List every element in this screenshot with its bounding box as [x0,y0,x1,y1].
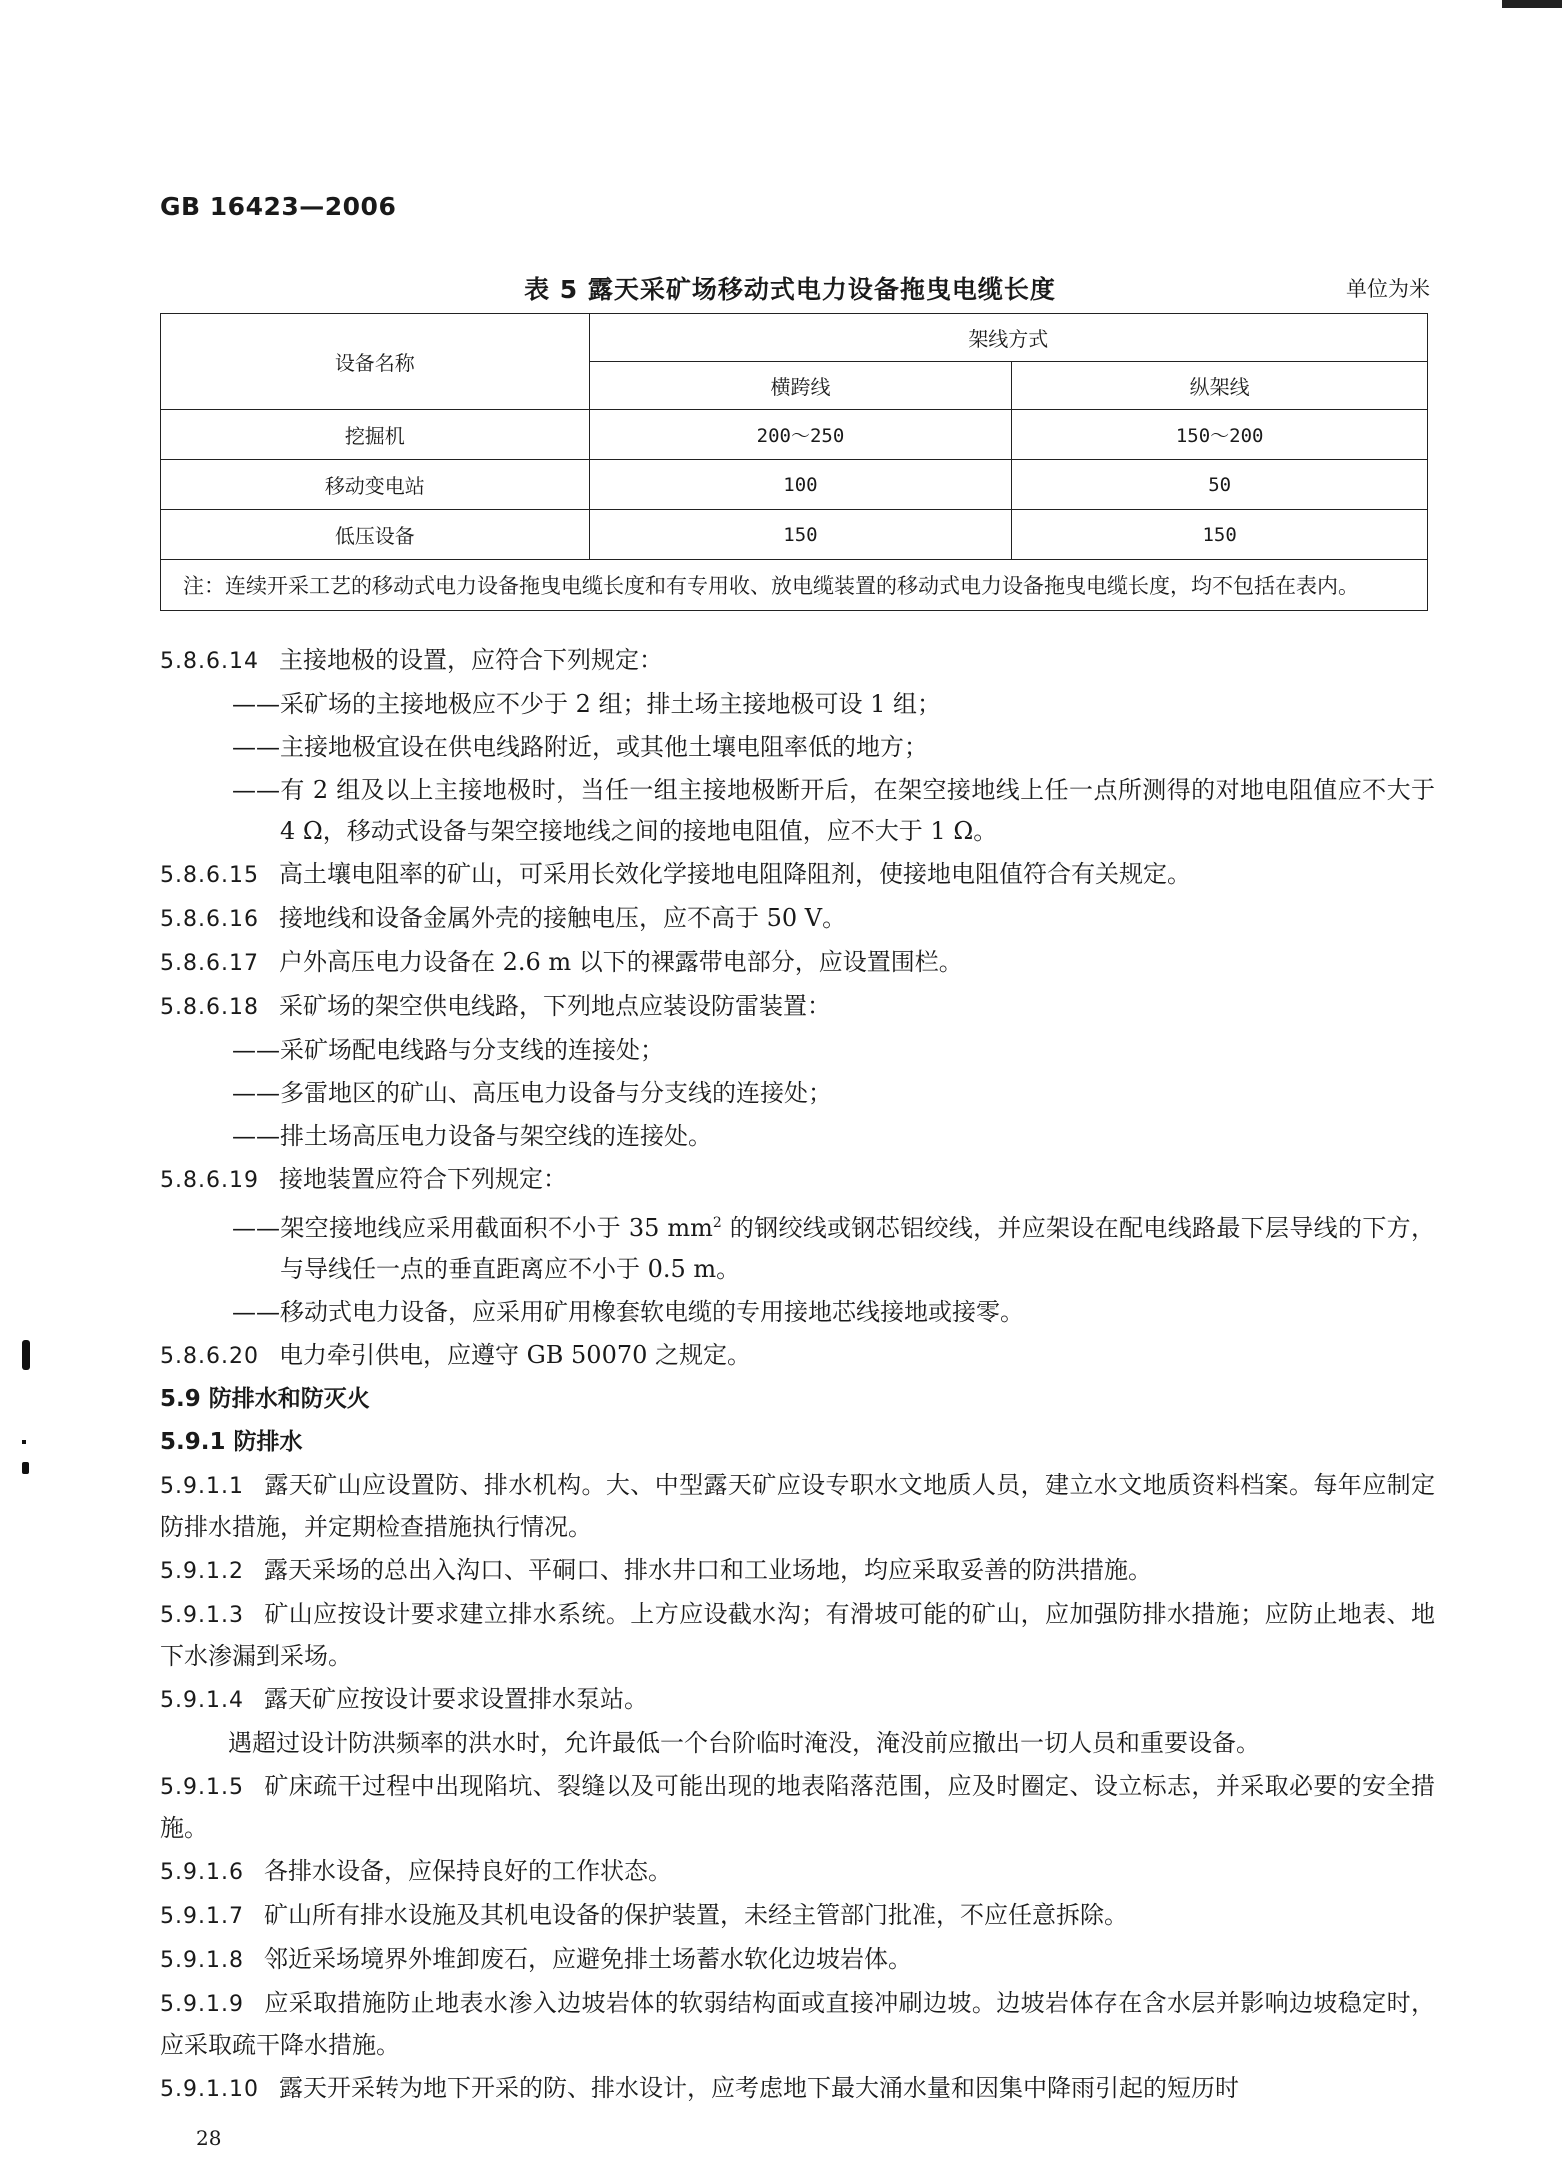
clause-number: 5.8.6.16 [160,907,259,932]
table-caption: 表 5 露天采矿场移动式电力设备拖曳电缆长度 [524,275,1056,304]
clause-text: 露天采场的总出入沟口、平硐口、排水井口和工业场地，均应采取妥善的防洪措施。 [263,1556,1152,1584]
cell-equipment: 挖掘机 [161,410,590,460]
clause-5-9-1-2 [160,1550,1435,1592]
page-number: 28 [196,2126,222,2150]
clause-5-8-6-16 [160,898,1435,940]
clause-number: 5.8.6.17 [160,951,259,976]
header-equipment-name: 设备名称 [161,314,590,410]
clause-text: 露天矿应按设计要求设置排水泵站。 [263,1685,648,1713]
list-item: ——排土场高压电力设备与架空线的连接处。 [232,1122,712,1150]
table-row [161,510,1428,560]
clause-text: 户外高压电力设备在 2.6 m 以下的裸露带电部分，应设置围栏。 [278,948,963,976]
clause-number: 5.9.1.3 [160,1603,244,1628]
clause-text: 接地装置应符合下列规定： [278,1165,567,1193]
clause-5-8-6-19 [160,1159,1435,1201]
clause-5-9-1-3 [160,1594,1435,1677]
clause-text: 露天矿山应设置防、排水机构。大、中型露天矿应设专职水文地质人员，建立水文地质资料档案。每年应制定防排水措施，并定期检查措施执行情况。 [160,1471,1435,1541]
clause-5-9-1-1 [160,1465,1435,1548]
section-heading-5-9: 5.9 防排水和防灭火 [160,1386,370,1412]
list-item: ——移动式电力设备，应采用矿用橡套软电缆的专用接地芯线接地或接零。 [232,1298,1024,1326]
clause-text: 矿床疏干过程中出现陷坑、裂缝以及可能出现的地表陷落范围，应及时圈定、设立标志，并采取必要的安全措施。 [160,1772,1435,1842]
table-unit: 单位为米 [1346,277,1430,301]
list-item: ——采矿场的主接地极应不少于 2 组；排土场主接地极可设 1 组； [232,690,942,718]
clause-number: 5.9.1.1 [160,1474,244,1499]
cable-length-table [160,313,1428,611]
paragraph: 遇超过设计防洪频率的洪水时，允许最低一个台阶临时淹没，淹没前应撤出一切人员和重要设备。 [228,1729,1260,1757]
clause-number: 5.9.1.9 [160,1992,244,2017]
cell-cross-value: 100 [589,460,1012,510]
cell-longitudinal-value: 150 [1012,510,1428,560]
list-item-text: ——架空接地线应采用截面积不小于 35 mm [232,1214,713,1242]
clause-number: 5.9.1.2 [160,1559,244,1584]
clause-text: 邻近采场境界外堆卸废石，应避免排土场蓄水软化边坡岩体。 [263,1945,912,1973]
list-item: ——主接地极宜设在供电线路附近，或其他土壤电阻率低的地方； [232,733,928,761]
clause-5-8-6-17 [160,942,1435,984]
table-note: 注：连续开采工艺的移动式电力设备拖曳电缆长度和有专用收、放电缆装置的移动式电力设备拖曳电缆长度，均不包括在表内。 [161,560,1428,611]
scan-margin-mark [22,1440,26,1444]
clause-5-8-6-20 [160,1335,1435,1377]
header-longitudinal-line: 纵架线 [1012,362,1428,410]
clause-number: 5.9.1.6 [160,1860,244,1885]
clause-text: 各排水设备，应保持良好的工作状态。 [263,1857,672,1885]
document-body [160,640,1435,2112]
cell-longitudinal-value: 50 [1012,460,1428,510]
clause-5-9-1-6 [160,1851,1435,1893]
scan-margin-mark [22,1462,29,1474]
clause-number: 5.8.6.15 [160,863,259,888]
clause-text: 接地线和设备金属外壳的接触电压，应不高于 50 V。 [278,904,847,932]
clause-number: 5.8.6.18 [160,995,259,1020]
superscript: 2 [712,1215,722,1231]
clause-5-9-1-9 [160,1983,1435,2066]
clause-text: 主接地极的设置，应符合下列规定： [278,646,663,674]
list-item: ——多雷地区的矿山、高压电力设备与分支线的连接处； [232,1079,832,1107]
clause-number: 5.9.1.4 [160,1688,244,1713]
header-cross-line: 横跨线 [589,362,1012,410]
list-item: ——采矿场配电线路与分支线的连接处； [232,1036,664,1064]
clause-text: 矿山所有排水设施及其机电设备的保护装置，未经主管部门批准，不应任意拆除。 [263,1901,1128,1929]
clause-text: 露天开采转为地下开采的防、排水设计，应考虑地下最大涌水量和因集中降雨引起的短历时 [278,2074,1239,2102]
clause-number: 5.8.6.20 [160,1344,259,1369]
clause-5-9-1-7 [160,1895,1435,1937]
clause-text: 矿山应按设计要求建立排水系统。上方应设截水沟；有滑坡可能的矿山，应加强防排水措施；应防止地表、地下水渗漏到采场。 [160,1600,1435,1670]
clause-5-9-1-5 [160,1766,1435,1849]
clause-text: 高土壤电阻率的矿山，可采用长效化学接地电阻降阻剂，使接地电阻值符合有关规定。 [278,860,1191,888]
clause-number: 5.9.1.10 [160,2077,259,2102]
clause-5-9-1-4 [160,1679,1435,1721]
cell-equipment: 低压设备 [161,510,590,560]
table-row [161,410,1428,460]
clause-number: 5.8.6.19 [160,1168,259,1193]
scan-margin-mark [22,1340,30,1370]
clause-number: 5.9.1.7 [160,1904,244,1929]
standard-code: GB 16423—2006 [160,192,397,221]
clause-5-9-1-10 [160,2068,1435,2110]
list-item-text: 的钢绞线或钢芯铝绞线，并应架设在配电线路最下层导线的下方，与导线任一点的垂直距离应不小于 0.5 m。 [280,1214,1435,1283]
cell-longitudinal-value: 150～200 [1012,410,1428,460]
clause-text: 应采取措施防止地表水渗入边坡岩体的软弱结构面或直接冲刷边坡。边坡岩体存在含水层并影响边坡稳定时，应采取疏干降水措施。 [160,1989,1435,2059]
clause-number: 5.9.1.8 [160,1948,244,1973]
clause-5-9-1-8 [160,1939,1435,1981]
clause-text: 采矿场的架空供电线路，下列地点应装设防雷装置： [278,992,831,1020]
table-row [161,460,1428,510]
section-heading-5-9-1: 5.9.1 防排水 [160,1429,303,1455]
cell-cross-value: 200～250 [589,410,1012,460]
clause-number: 5.9.1.5 [160,1775,244,1800]
header-wiring-method: 架线方式 [589,314,1427,362]
scan-corner-mark [1502,0,1562,8]
clause-5-8-6-14 [160,640,1435,682]
cell-equipment: 移动变电站 [161,460,590,510]
clause-5-8-6-15 [160,854,1435,896]
clause-number: 5.8.6.14 [160,649,259,674]
list-item: ——有 2 组及以上主接地极时，当任一组主接地极断开后，在架空接地线上任一点所测得的对地电阻值应不大于 4 Ω，移动式设备与架空接地线之间的接地电阻值，应不大于 1 Ω。 [232,776,1435,845]
clause-text: 电力牵引供电，应遵守 GB 50070 之规定。 [278,1341,752,1369]
cell-cross-value: 150 [589,510,1012,560]
list-item [160,1203,1435,1290]
clause-5-8-6-18 [160,986,1435,1028]
